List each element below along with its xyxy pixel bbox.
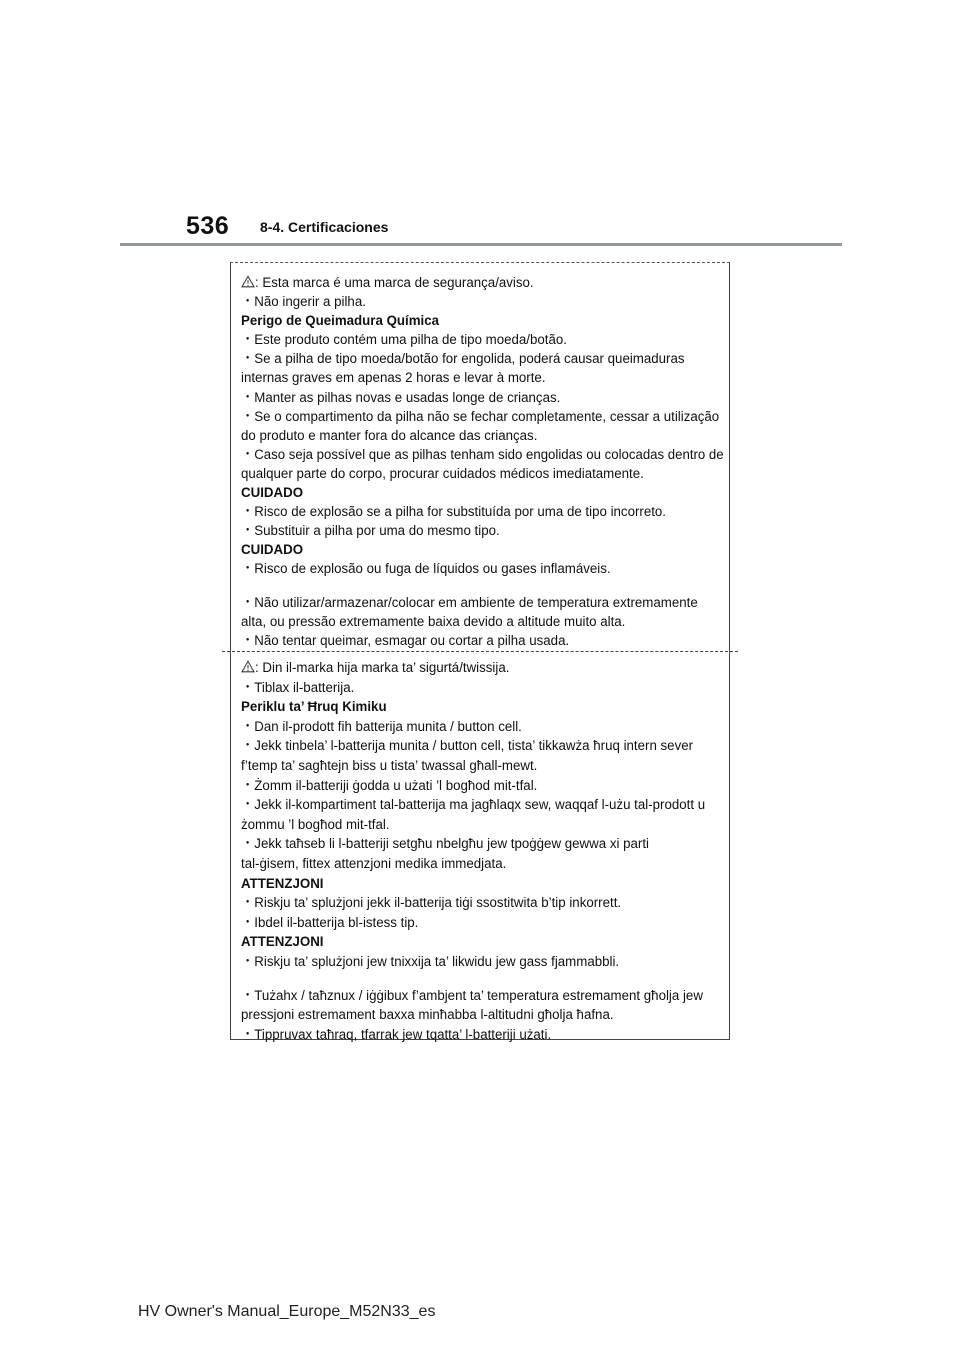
warning-mark-line bbox=[241, 272, 724, 292]
compartment-line-1: ・Se o compartimento da pilha não se fechar completamente, cessar a utilização bbox=[241, 407, 720, 424]
caution-heading-2: CUIDADO bbox=[241, 541, 304, 558]
maltese-block bbox=[241, 657, 724, 1043]
warning-triangle-icon bbox=[241, 660, 255, 673]
caution-heading-1: CUIDADO bbox=[241, 484, 304, 501]
explosion-leak-line: ・Risco de explosão ou fuga de líquidos ou gases inflamáveis. bbox=[241, 560, 611, 577]
keep-away-line: ・Manter as pilhas novas e usadas longe de crianças. bbox=[241, 388, 561, 405]
warning-mark-line bbox=[241, 657, 724, 678]
medical-line-1: ・Caso seja possível que as pilhas tenham sido engolidas ou colocadas dentro de bbox=[241, 445, 724, 462]
compartment-line-2: do produto e manter fora do alcance das crianças. bbox=[241, 426, 538, 443]
caution-heading-1: ATTENZJONI bbox=[241, 874, 324, 891]
swallow-line-2: internas graves em apenas 2 horas e levar à morte. bbox=[241, 369, 546, 386]
compartment-line-1: ・Jekk il-kompartiment tal-batterija ma jagħlaqx sew, waqqaf l-użu tal-prodott u bbox=[241, 796, 706, 813]
portuguese-block bbox=[241, 272, 724, 649]
same-type-line: ・Ibdel il-batterija bl-istess tip. bbox=[241, 913, 419, 930]
chemical-burn-heading: Periklu ta’ Ħruq Kimiku bbox=[241, 698, 387, 715]
coin-cell-line: ・Dan il-prodott fih batterija munita / button cell. bbox=[241, 717, 522, 734]
no-burn-line: ・Não tentar queimar, esmagar ou cortar a pilha usada. bbox=[241, 631, 570, 648]
medical-line-1: ・Jekk taħseb li l-batteriji setgħu nbelgħu jew tpoġġew gewwa xi parti bbox=[241, 835, 649, 852]
scanned-label-box bbox=[230, 262, 730, 1040]
explosion-leak-line: ・Riskju ta’ splużjoni jew tnixxija ta’ likwidu jew gass fjammabbli. bbox=[241, 953, 620, 969]
same-type-line: ・Substituir a pilha por uma do mesmo tipo. bbox=[241, 522, 500, 539]
temperature-line-1: ・Tużahx / taħznux / iġġibux f’ambjent ta’ temperatura estremament għolja jew bbox=[241, 986, 703, 1003]
temperature-line-2: pressjoni estremament baxxa minħabba l-altitudni għolja ħafna. bbox=[241, 1006, 614, 1023]
chemical-burn-heading: Perigo de Queimadura Química bbox=[241, 312, 440, 329]
temperature-line-2: alta, ou pressão extremamente baixa devido a altitude muito alta. bbox=[241, 612, 626, 629]
language-divider bbox=[222, 651, 738, 652]
header-rule bbox=[120, 243, 842, 246]
explosion-replace-line: ・Risco de explosão se a pilha for substituída por uma de tipo incorreto. bbox=[241, 503, 666, 520]
medical-line-2: qualquer parte do corpo, procurar cuidados médicos imediatamente. bbox=[241, 465, 644, 481]
medical-line-2: tal-ġisem, fittex attenzjoni medika immedjata. bbox=[241, 855, 507, 871]
swallow-line-1: ・Jekk tinbela’ l-batterija munita / button cell, tista’ tikkawża ħruq intern sever bbox=[241, 737, 694, 754]
coin-cell-line: ・Este produto contém uma pilha de tipo moeda/botão. bbox=[241, 331, 567, 348]
keep-away-line: ・Żomm il-batteriji ġodda u użati ’l bogħod mit-tfal. bbox=[241, 776, 538, 793]
footer-document-id: HV Owner's Manual_Europe_M52N33_es bbox=[138, 1303, 436, 1320]
no-ingest-line: ・Não ingerir a pilha. bbox=[241, 293, 366, 310]
no-burn-line: ・Tippruvax taħraq, tfarrak jew tqatta’ l-batteriji użati. bbox=[241, 1025, 552, 1042]
page-number: 536 bbox=[186, 212, 230, 240]
compartment-line-2: żommu ’l bogħod mit-tfal. bbox=[241, 815, 390, 832]
swallow-line-1: ・Se a pilha de tipo moeda/botão for engolida, poderá causar queimaduras bbox=[241, 350, 685, 367]
explosion-replace-line: ・Riskju ta’ splużjoni jekk il-batterija tiġi ssostitwita b’tip inkorrett. bbox=[241, 894, 622, 911]
warning-mark-text: : Din il-marka hija marka ta’ sigurtá/twissija. bbox=[255, 659, 510, 676]
temperature-line-1: ・Não utilizar/armazenar/colocar em ambiente de temperatura extremamente bbox=[241, 593, 698, 610]
swallow-line-2: f’temp ta’ sagħtejn biss u tista’ twassal għall-mewt. bbox=[241, 757, 538, 773]
section-title: 8-4. Certificaciones bbox=[260, 219, 389, 235]
warning-mark-text: : Esta marca é uma marca de segurança/aviso. bbox=[255, 274, 534, 291]
no-ingest-line: ・Tiblax il-batterija. bbox=[241, 678, 355, 695]
warning-triangle-icon bbox=[241, 275, 255, 288]
caution-heading-2: ATTENZJONI bbox=[241, 933, 324, 950]
